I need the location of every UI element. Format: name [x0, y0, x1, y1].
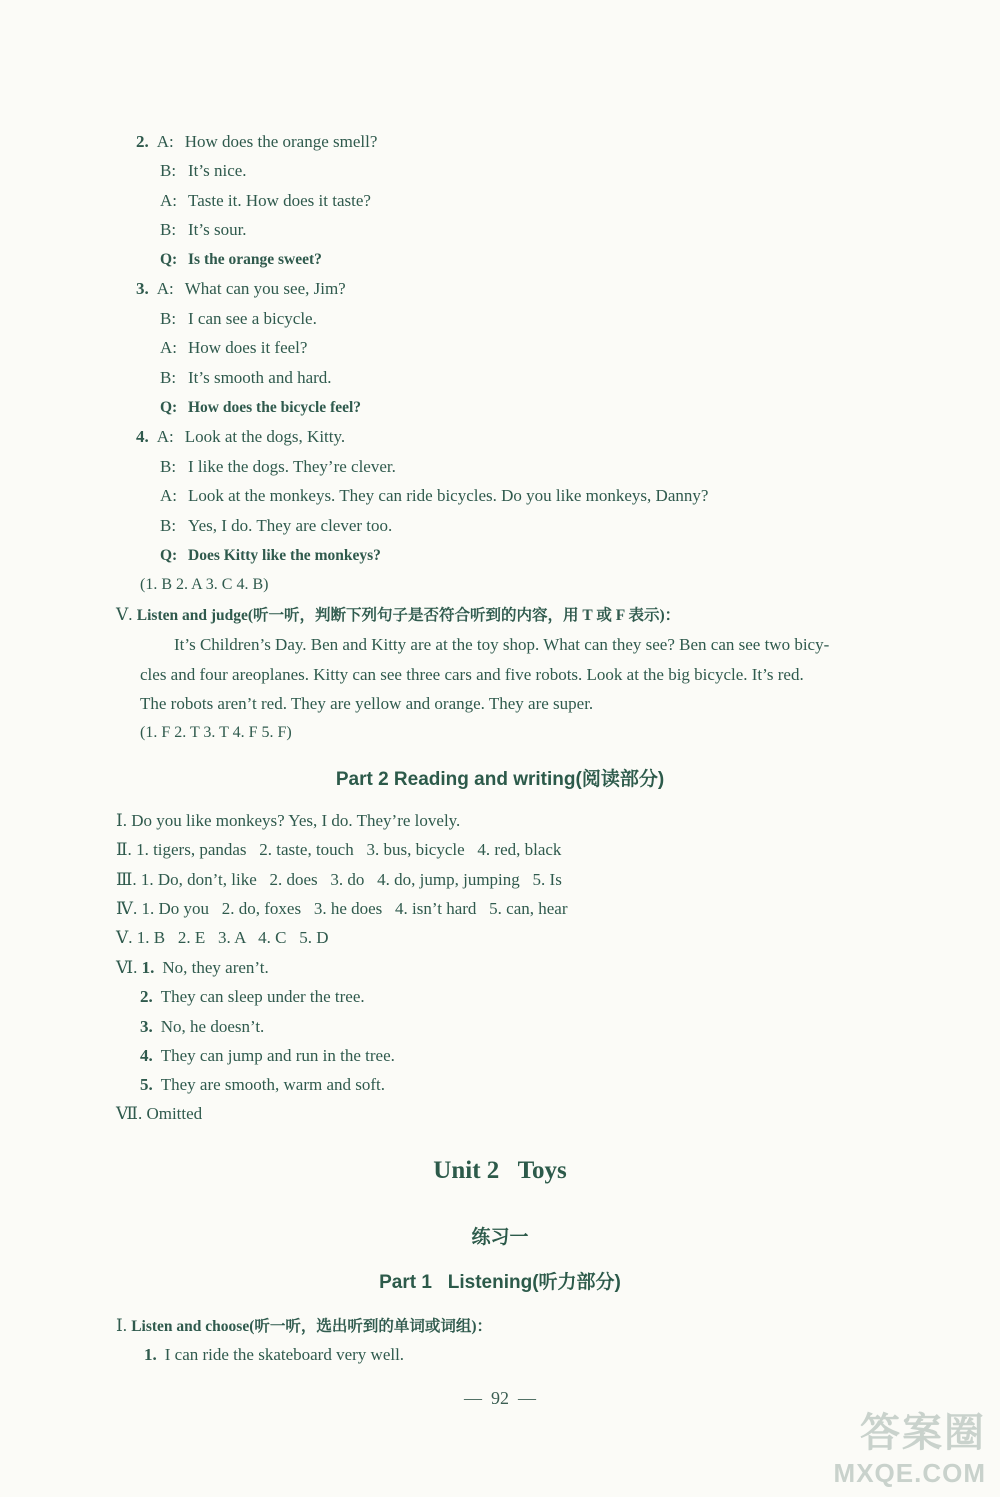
dialog-2-line-1: 2. A: How does the orange smell? — [136, 132, 378, 151]
watermark-url: MXQE.COM — [833, 1458, 986, 1488]
answers-iv: (1. B 2. A 3. C 4. B) — [140, 576, 269, 593]
passage-line-2: cles and four areoplanes. Kitty can see three cars and five robots. Look at the big bicycle. It’s red. — [140, 664, 804, 684]
section-vi-item-4: 4. They can jump and run in the tree. — [140, 1046, 395, 1065]
passage-line-1: It’s Children’s Day. Ben and Kitty are at the toy shop. What can they see? Ben can see two bicy- — [174, 635, 830, 654]
section-vi-item-1: Ⅵ. 1. No, they aren’t. — [116, 958, 269, 977]
section-vi-item-2: 2. They can sleep under the tree. — [140, 987, 365, 1006]
dialog-3-question: Q: How does the bicycle feel? — [160, 399, 362, 416]
dialog-3-line-1: 3. A: What can you see, Jim? — [136, 279, 346, 298]
dialog-3-line-4: B: It’s smooth and hard. — [160, 368, 332, 387]
reading-row-4: Ⅳ. 1. Do you 2. do, foxes 3. he does 4. isn’t hard 5. can, hear — [116, 899, 568, 918]
listen-choose-header: Ⅰ. Listen and choose(听一听，选出听到的单词或词组)： — [116, 1316, 493, 1335]
part1-heading: Part 1 Listening(听力部分) — [379, 1272, 621, 1293]
section-v-instruction: Listen and judge(听一听，判断下列句子是否符合听到的内容，用 T 或 F 表示)： — [136, 607, 681, 624]
dialog-4-line-3: A: Look at the monkeys. They can ride bicycles. Do you like monkeys, Danny? — [160, 486, 709, 505]
reading-row-5: Ⅴ. 1. B 2. E 3. A 4. C 5. D — [116, 928, 329, 947]
dialog-2-line-4: B: It’s sour. — [160, 220, 247, 239]
listen-choose-item-1: 1. I can ride the skateboard very well. — [144, 1345, 405, 1364]
section-v-header — [116, 604, 680, 627]
dialog-4-line-2: B: I like the dogs. They’re clever. — [160, 457, 396, 476]
reading-row-1: Ⅰ. Do you like monkeys? Yes, I do. They’re lovely. — [116, 811, 461, 830]
section-v-numeral: Ⅴ. — [116, 605, 133, 624]
section-vi-item-5: 5. They are smooth, warm and soft. — [140, 1075, 385, 1094]
dialog-4-line-4: B: Yes, I do. They are clever too. — [160, 516, 393, 535]
reading-row-3: Ⅲ. 1. Do, don’t, like 2. does 3. do 4. do, jump, jumping 5. Is — [116, 870, 562, 889]
exercise-title: 练习一 — [471, 1226, 529, 1248]
dialog-2-line-3: A: Taste it. How does it taste? — [160, 191, 371, 210]
unit-title: Unit 2 Toys — [433, 1157, 567, 1184]
dialog-2-line-2: B: It’s nice. — [160, 161, 247, 180]
dialog-4-question: Q: Does Kitty like the monkeys? — [160, 547, 381, 564]
part2-heading: Part 2 Reading and writing(阅读部分) — [335, 769, 665, 790]
dialog-2-question: Q: Is the orange sweet? — [160, 251, 322, 268]
answers-v: (1. F 2. T 3. T 4. F 5. F) — [140, 724, 292, 741]
section-vi-item-3: 3. No, he doesn’t. — [140, 1017, 265, 1036]
dialog-3-line-2: B: I can see a bicycle. — [160, 309, 317, 328]
page-number: — 92 — — [464, 1388, 536, 1408]
dialog-4-line-1: 4. A: Look at the dogs, Kitty. — [136, 427, 346, 446]
section-v-passage — [140, 630, 940, 719]
watermark-cn: 答案圈 — [860, 1411, 986, 1455]
dialog-3-line-3: A: How does it feel? — [160, 338, 308, 357]
section-vii: Ⅶ. Omitted — [116, 1104, 203, 1123]
passage-line-3: The robots aren’t red. They are yellow and orange. They are super. — [140, 694, 594, 713]
reading-row-2: Ⅱ. 1. tigers, pandas 2. taste, touch 3. bus, bicycle 4. red, black — [116, 840, 562, 859]
watermark-logo — [834, 1401, 986, 1489]
